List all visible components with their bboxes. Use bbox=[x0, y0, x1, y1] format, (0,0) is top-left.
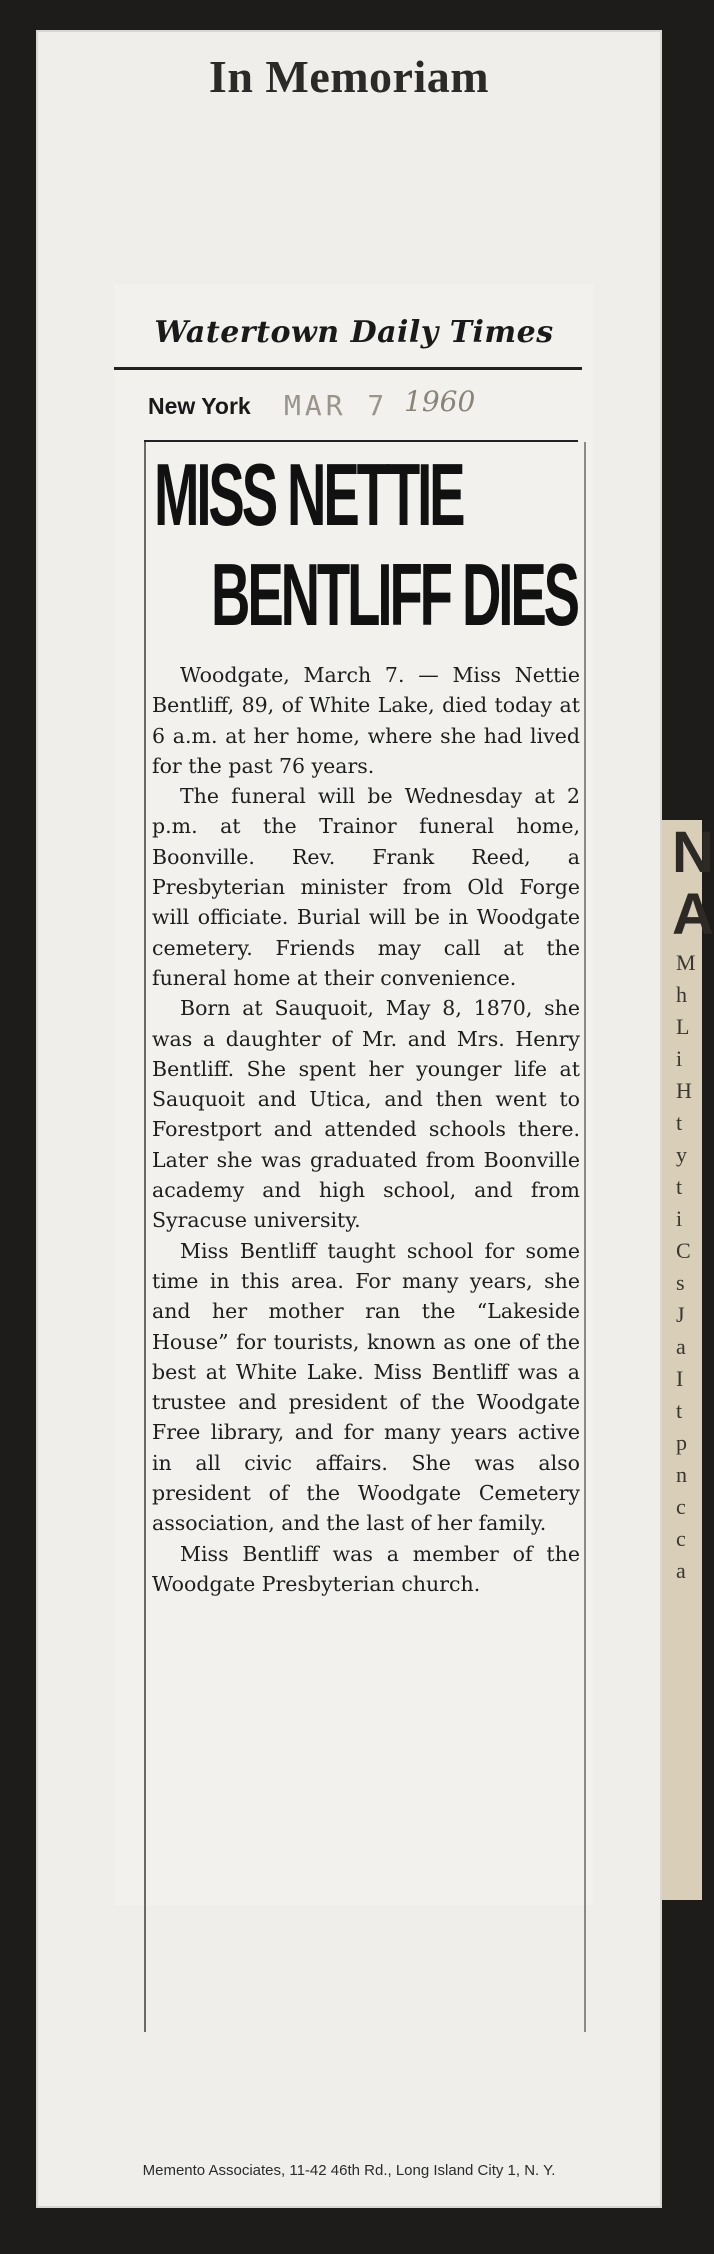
fragment-text: H bbox=[676, 1078, 692, 1103]
adjacent-clipping-fragment bbox=[656, 820, 714, 1900]
fragment-text: J bbox=[676, 1302, 685, 1327]
article-paragraph: The funeral will be Wednesday at 2 p.m. at the Trainor funeral home, Boonville. Rev. Frank Reed, a Presbyterian minister from Old Forge will officiate. Burial will be in Woodgate cemetery. Friends may call at the funeral home at their convenience. bbox=[152, 784, 580, 990]
headline-line-2: BENTLIFF DIES bbox=[211, 545, 577, 644]
headline bbox=[154, 445, 577, 645]
fragment-text: a bbox=[676, 1334, 686, 1359]
fragment-text: t bbox=[676, 1110, 683, 1135]
fragment-text: y bbox=[676, 1142, 687, 1167]
fragment-text: t bbox=[676, 1398, 683, 1423]
fragment-headline-letter: A bbox=[672, 882, 714, 947]
fragment-text: I bbox=[676, 1366, 684, 1391]
fragment-text: t bbox=[676, 1174, 683, 1199]
headline-line-1: MISS NETTIE bbox=[154, 445, 463, 544]
fragment-text: c bbox=[676, 1526, 686, 1551]
fragment-text: s bbox=[676, 1270, 685, 1295]
article-paragraph: Miss Bentliff was a member of the Woodgate Presbyterian church. bbox=[152, 1541, 580, 1596]
dateline-rule bbox=[144, 440, 578, 442]
article-paragraph: Miss Bentliff taught school for some time in this area. For many years, she and her mother ran the “Lakeside House” for tourists, known as one of the best at White Lake. Miss Bentliff was a trustee and president of the Woodgate Free library, and for many years active in all civic affairs. She was also president of the Woodgate Cemetery association, and the last of her family. bbox=[152, 1238, 580, 1536]
masthead-rule bbox=[114, 367, 582, 370]
column-rule-left bbox=[144, 442, 146, 2032]
article-paragraph: Born at Sauquoit, May 8, 1870, she was a daughter of Mr. and Mrs. Henry Bentliff. She spent her younger life at Sauquoit and Utica, and then went to Forestport and attended schools there. Later she was graduated from Boonville academy and high school, and from Syracuse university. bbox=[152, 996, 580, 1233]
fragment-text: h bbox=[676, 982, 687, 1007]
column-rule-right bbox=[584, 442, 586, 2032]
fragment-text: i bbox=[676, 1046, 683, 1071]
publisher-footer: Memento Associates, 11-42 46th Rd., Long Island City 1, N. Y. bbox=[142, 2162, 556, 2179]
fragment-text: n bbox=[676, 1462, 687, 1487]
article-paragraph: Woodgate, March 7. — Miss Nettie Bentliff, 89, of White Lake, died today at 6 a.m. at her home, where she had lived for the past 76 years. bbox=[152, 663, 580, 778]
fragment-text: c bbox=[676, 1494, 686, 1519]
memorial-card bbox=[36, 30, 662, 2208]
fragment-text: a bbox=[676, 1558, 686, 1583]
fragment-text: M bbox=[676, 950, 696, 975]
fragment-text: p bbox=[676, 1430, 687, 1455]
memorial-heading: In Memoriam bbox=[208, 51, 490, 102]
newspaper-clipping bbox=[114, 285, 594, 1905]
dateline-location: New York bbox=[148, 393, 251, 419]
article-body bbox=[152, 660, 580, 1599]
date-stamp: MAR 7 bbox=[284, 389, 389, 422]
fragment-headline-letter: N bbox=[672, 820, 714, 885]
fragment-text: L bbox=[676, 1014, 690, 1039]
newspaper-masthead: Watertown Daily Times bbox=[154, 315, 554, 350]
fragment-text: C bbox=[676, 1238, 691, 1263]
handwritten-year: 1960 bbox=[404, 385, 476, 418]
fragment-text: i bbox=[676, 1206, 683, 1231]
